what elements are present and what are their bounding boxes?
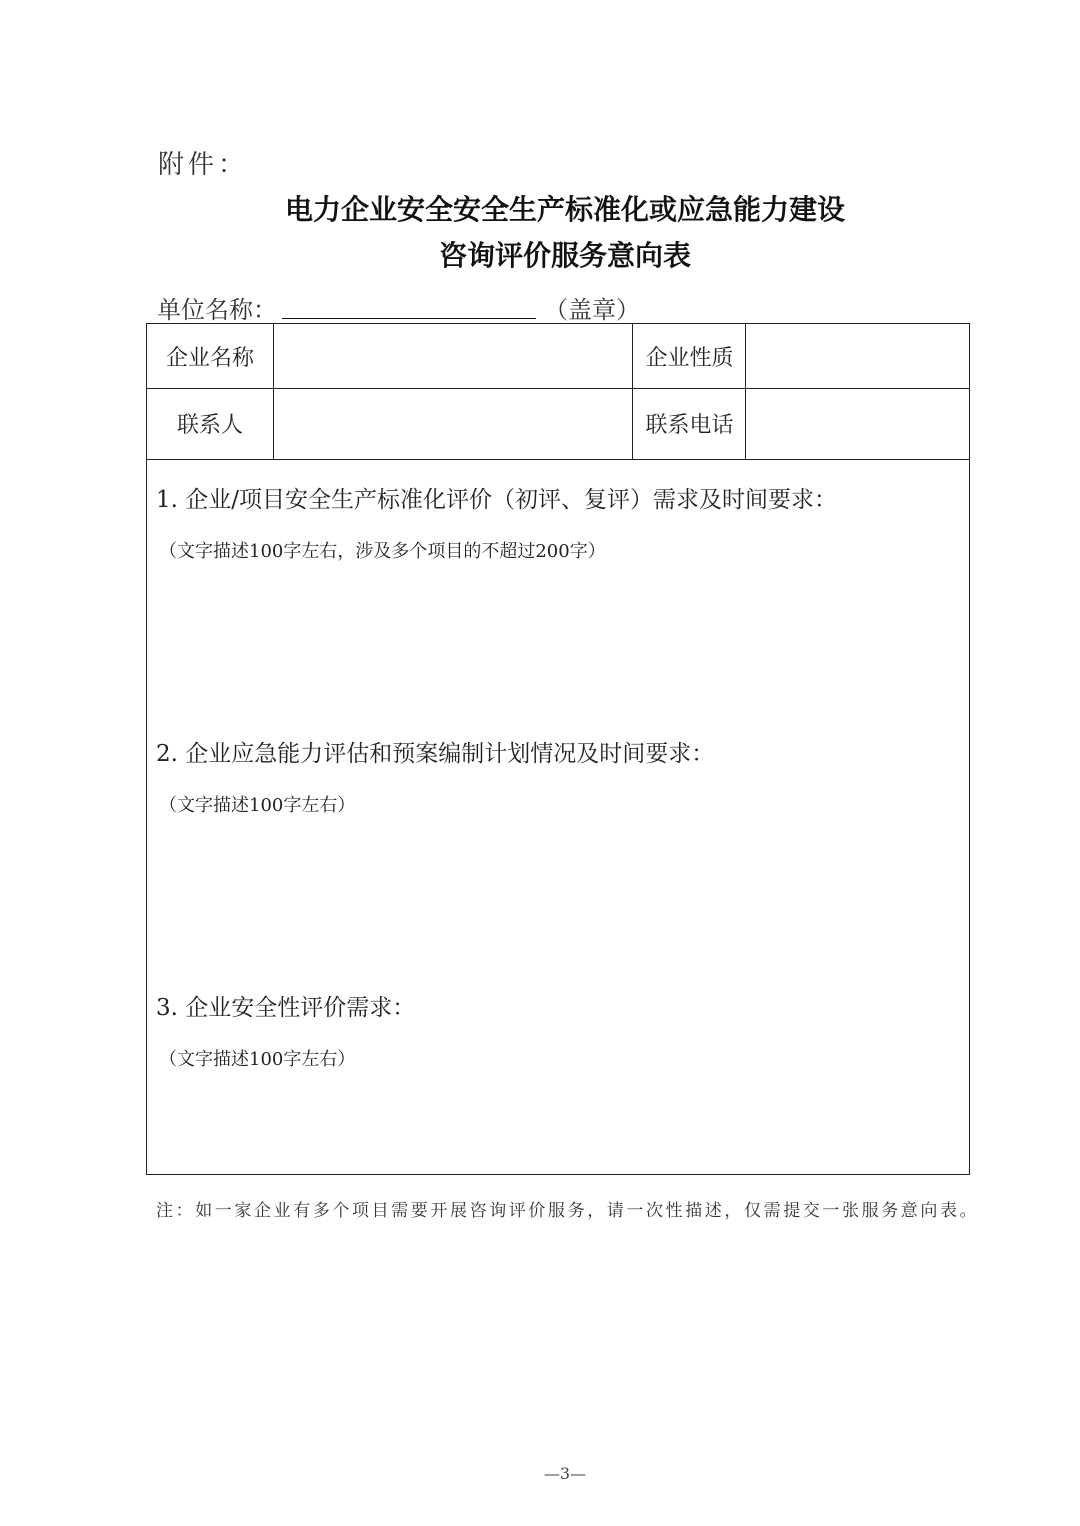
- row-divider: [147, 459, 969, 460]
- attachment-label: 附件：: [158, 150, 249, 180]
- footnote: 注：如一家企业有多个项目需要开展咨询评价服务，请一次性描述，仅需提交一张服务意向表。: [156, 1201, 980, 1221]
- seal-label: （盖章）: [544, 296, 640, 324]
- section-3-heading: 3. 企业安全性评价需求：: [156, 995, 416, 1021]
- contact-field[interactable]: [275, 391, 631, 457]
- contact-label: 联系人: [176, 413, 243, 438]
- section-1-heading: 1. 企业/项目安全生产标准化评价（初评、复评）需求及时间要求：: [156, 487, 838, 513]
- form-title-line2: 咨询评价服务意向表: [438, 239, 691, 272]
- col-divider: [273, 324, 274, 459]
- company-name-field[interactable]: [275, 326, 631, 386]
- company-type-label: 企业性质: [645, 346, 734, 371]
- section-2-heading: 2. 企业应急能力评估和预案编制计划情况及时间要求：: [156, 741, 715, 767]
- section-3-hint: （文字描述100字左右）: [159, 1049, 356, 1070]
- company-name-label: 企业名称: [165, 346, 254, 371]
- col-divider: [745, 324, 746, 459]
- section-2-hint: （文字描述100字左右）: [159, 795, 356, 816]
- page-number: —3—: [543, 1464, 587, 1483]
- section-1-hint: （文字描述100字左右，涉及多个项目的不超过200字）: [159, 541, 606, 562]
- company-type-field[interactable]: [747, 326, 967, 386]
- phone-field[interactable]: [747, 391, 967, 457]
- intent-form-table: [146, 323, 970, 1175]
- col-divider: [632, 324, 633, 459]
- phone-label: 联系电话: [645, 413, 734, 438]
- unit-name-field[interactable]: [282, 318, 536, 319]
- form-title-line1: 电力企业安全安全生产标准化或应急能力建设: [284, 193, 845, 226]
- row-divider: [147, 388, 969, 389]
- unit-name-label: 单位名称：: [157, 296, 277, 324]
